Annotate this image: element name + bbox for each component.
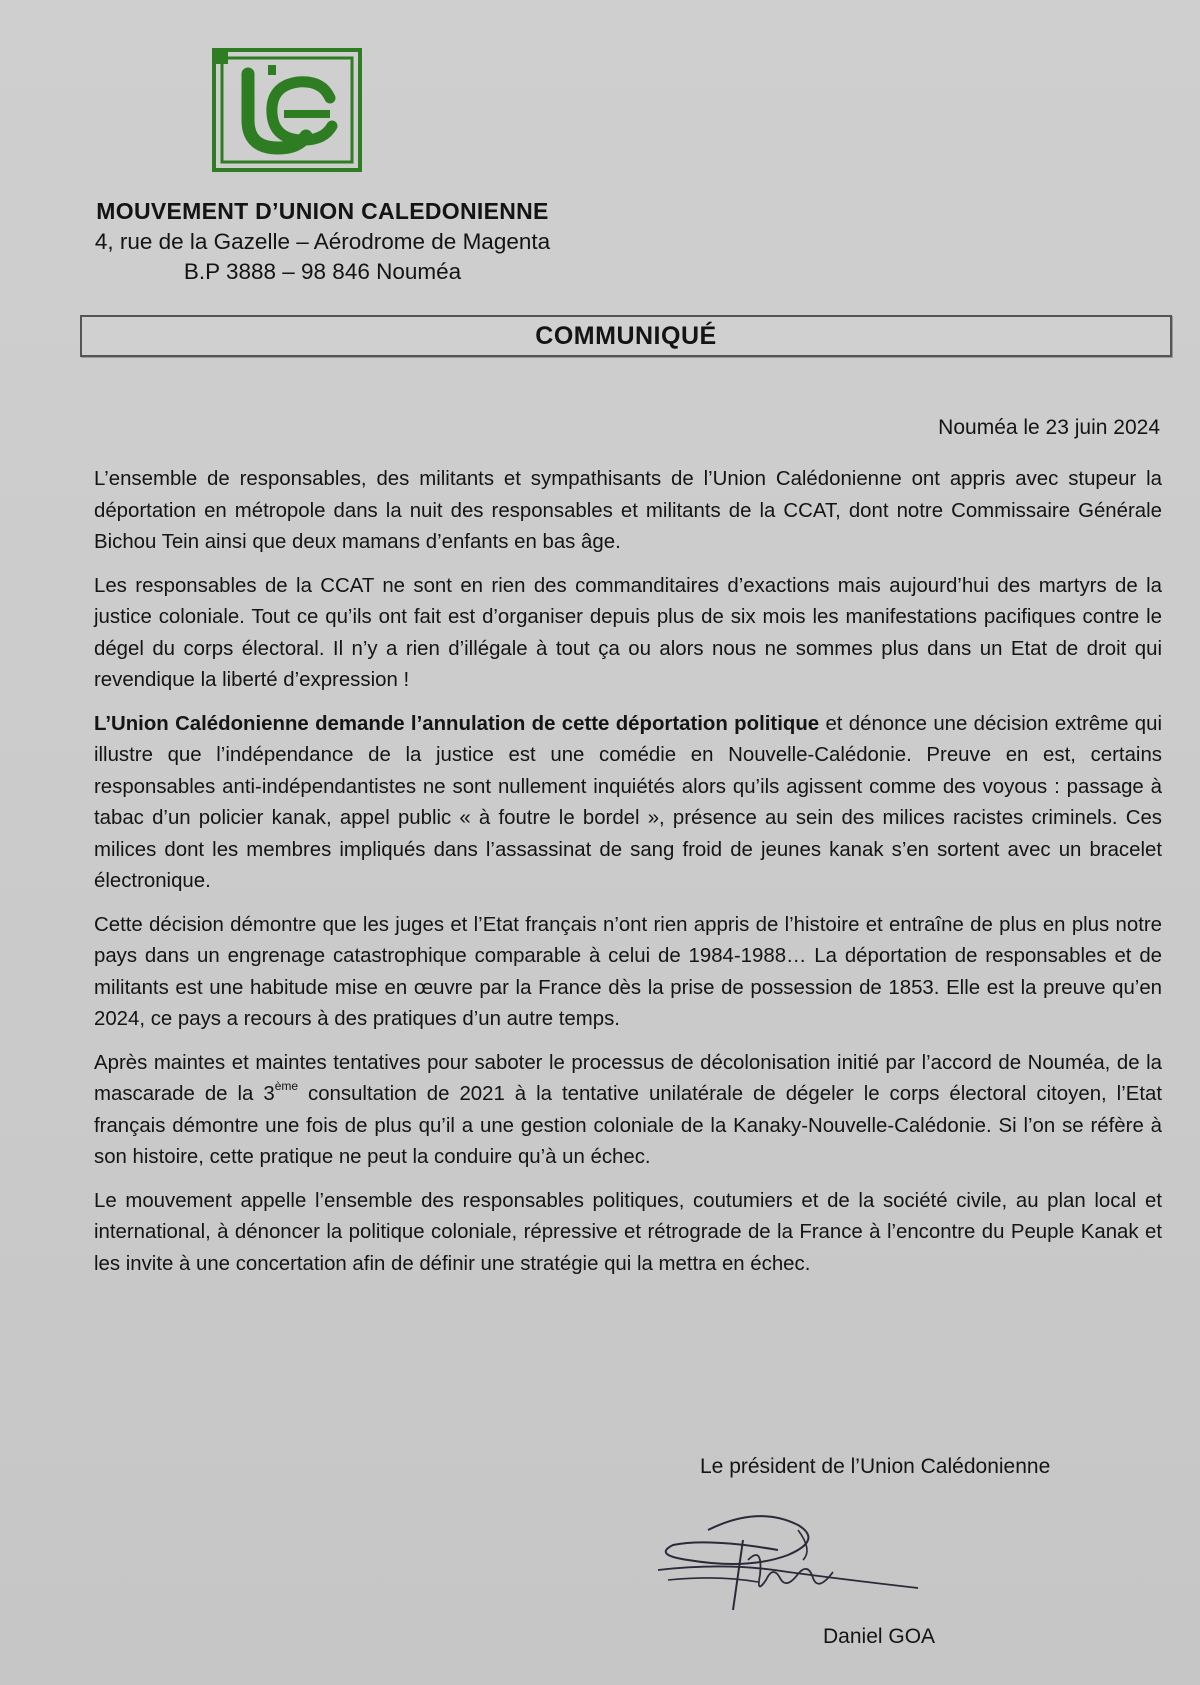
ordinal-superscript: ème [274, 1079, 299, 1094]
document-date: Nouméa le 23 juin 2024 [938, 416, 1160, 439]
organization-name: MOUVEMENT D’UNION CALEDONIENNE [96, 198, 549, 224]
paragraph-2: Les responsables de la CCAT ne sont en rien des commanditaires d’exactions mais aujourd’hui des martyrs de la justice coloniale. Tout ce qu’ils ont fait est d’organiser depuis plus de six mois les manifestations pacifiques contre le dégel du corps électoral. Il n’y a rien d’illégale à tout ça ou alors nous ne sommes plus dans un Etat de droit qui revendique la liberté d’expression ! [94, 574, 1162, 691]
handwritten-signature [648, 1500, 948, 1620]
paragraph-1: L’ensemble de responsables, des militants et sympathisants de l’Union Calédonienne ont appris avec stupeur la déportation en métropole dans la nuit des responsables et militants de la CCAT, dont notre Commissaire Générale Bichou Tein ainsi que deux mamans d’enfants en bas âge. [94, 468, 1162, 553]
union-caledonienne-logo [212, 48, 362, 172]
paragraph-3 [94, 709, 1162, 898]
organization-address-postal: B.P 3888 – 98 846 Nouméa [183, 259, 462, 284]
document-title: COMMUNIQUÉ [535, 321, 717, 350]
signer-name: Daniel GOA [823, 1625, 936, 1648]
paragraph-5 [94, 1048, 1162, 1174]
paragraph-3-text: et dénonce une décision extrême qui illustre que l’indépendance de la justice est une comédie en Nouvelle-Calédonie. Preuve en est, certains responsables anti-indépendantistes ne sont nullement inquiétés alors qu’ils agissent comme des voyous : passage à tabac d’un policier kanak, appel public « à foutre le bordel », présence au sein des milices racistes criminels. Ces milices dont les membres impliqués dans l’assassinat de sang froid de jeunes kanak s’en sortent avec un bracelet électronique. [94, 712, 1163, 892]
paragraph-5-text-a: Après maintes et maintes tentatives pour saboter le processus de décolonisation initié par l’accord de Nouméa, de la mascarade de la 3 [94, 1051, 1162, 1105]
communique-body [94, 464, 1162, 1292]
paragraph-3-emphasis: L’Union Calédonienne demande l’annulation de cette déportation politique [94, 712, 820, 735]
paragraph-6: Le mouvement appelle l’ensemble des responsables politiques, coutumiers et de la société civile, au plan local et international, à dénoncer la politique coloniale, répressive et rétrograde de la France à l’encontre du Peuple Kanak et les invite à une concertation afin de définir une stratégie qui la mettra en échec. [94, 1189, 1162, 1275]
organization-address-street: 4, rue de la Gazelle – Aérodrome de Magenta [94, 229, 551, 254]
paragraph-4: Cette décision démontre que les juges et l’Etat français n’ont rien appris de l’histoire et entraîne de plus en plus notre pays dans un engrenage catastrophique comparable à celui de 1984-1988… La déportation de responsables et de militants est une habitude mise en œuvre par la France dès la prise de possession de 1853. Elle est la preuve qu’en 2024, ce pays a recours à des pratiques d’un autre temps. [94, 913, 1162, 1030]
paragraph-5-text-b: consultation de 2021 à la tentative unilatérale de dégeler le corps électoral citoyen, l’Etat français démontre une fois de plus qu’il a une gestion coloniale de la Kanaky-Nouvelle-Calédonie. Si l’on se réfère à son histoire, cette pratique ne peut la conduire qu’à un échec. [94, 1083, 1162, 1168]
title-box [80, 315, 1172, 357]
signoff-role: Le président de l’Union Calédonienne [700, 1455, 1051, 1478]
